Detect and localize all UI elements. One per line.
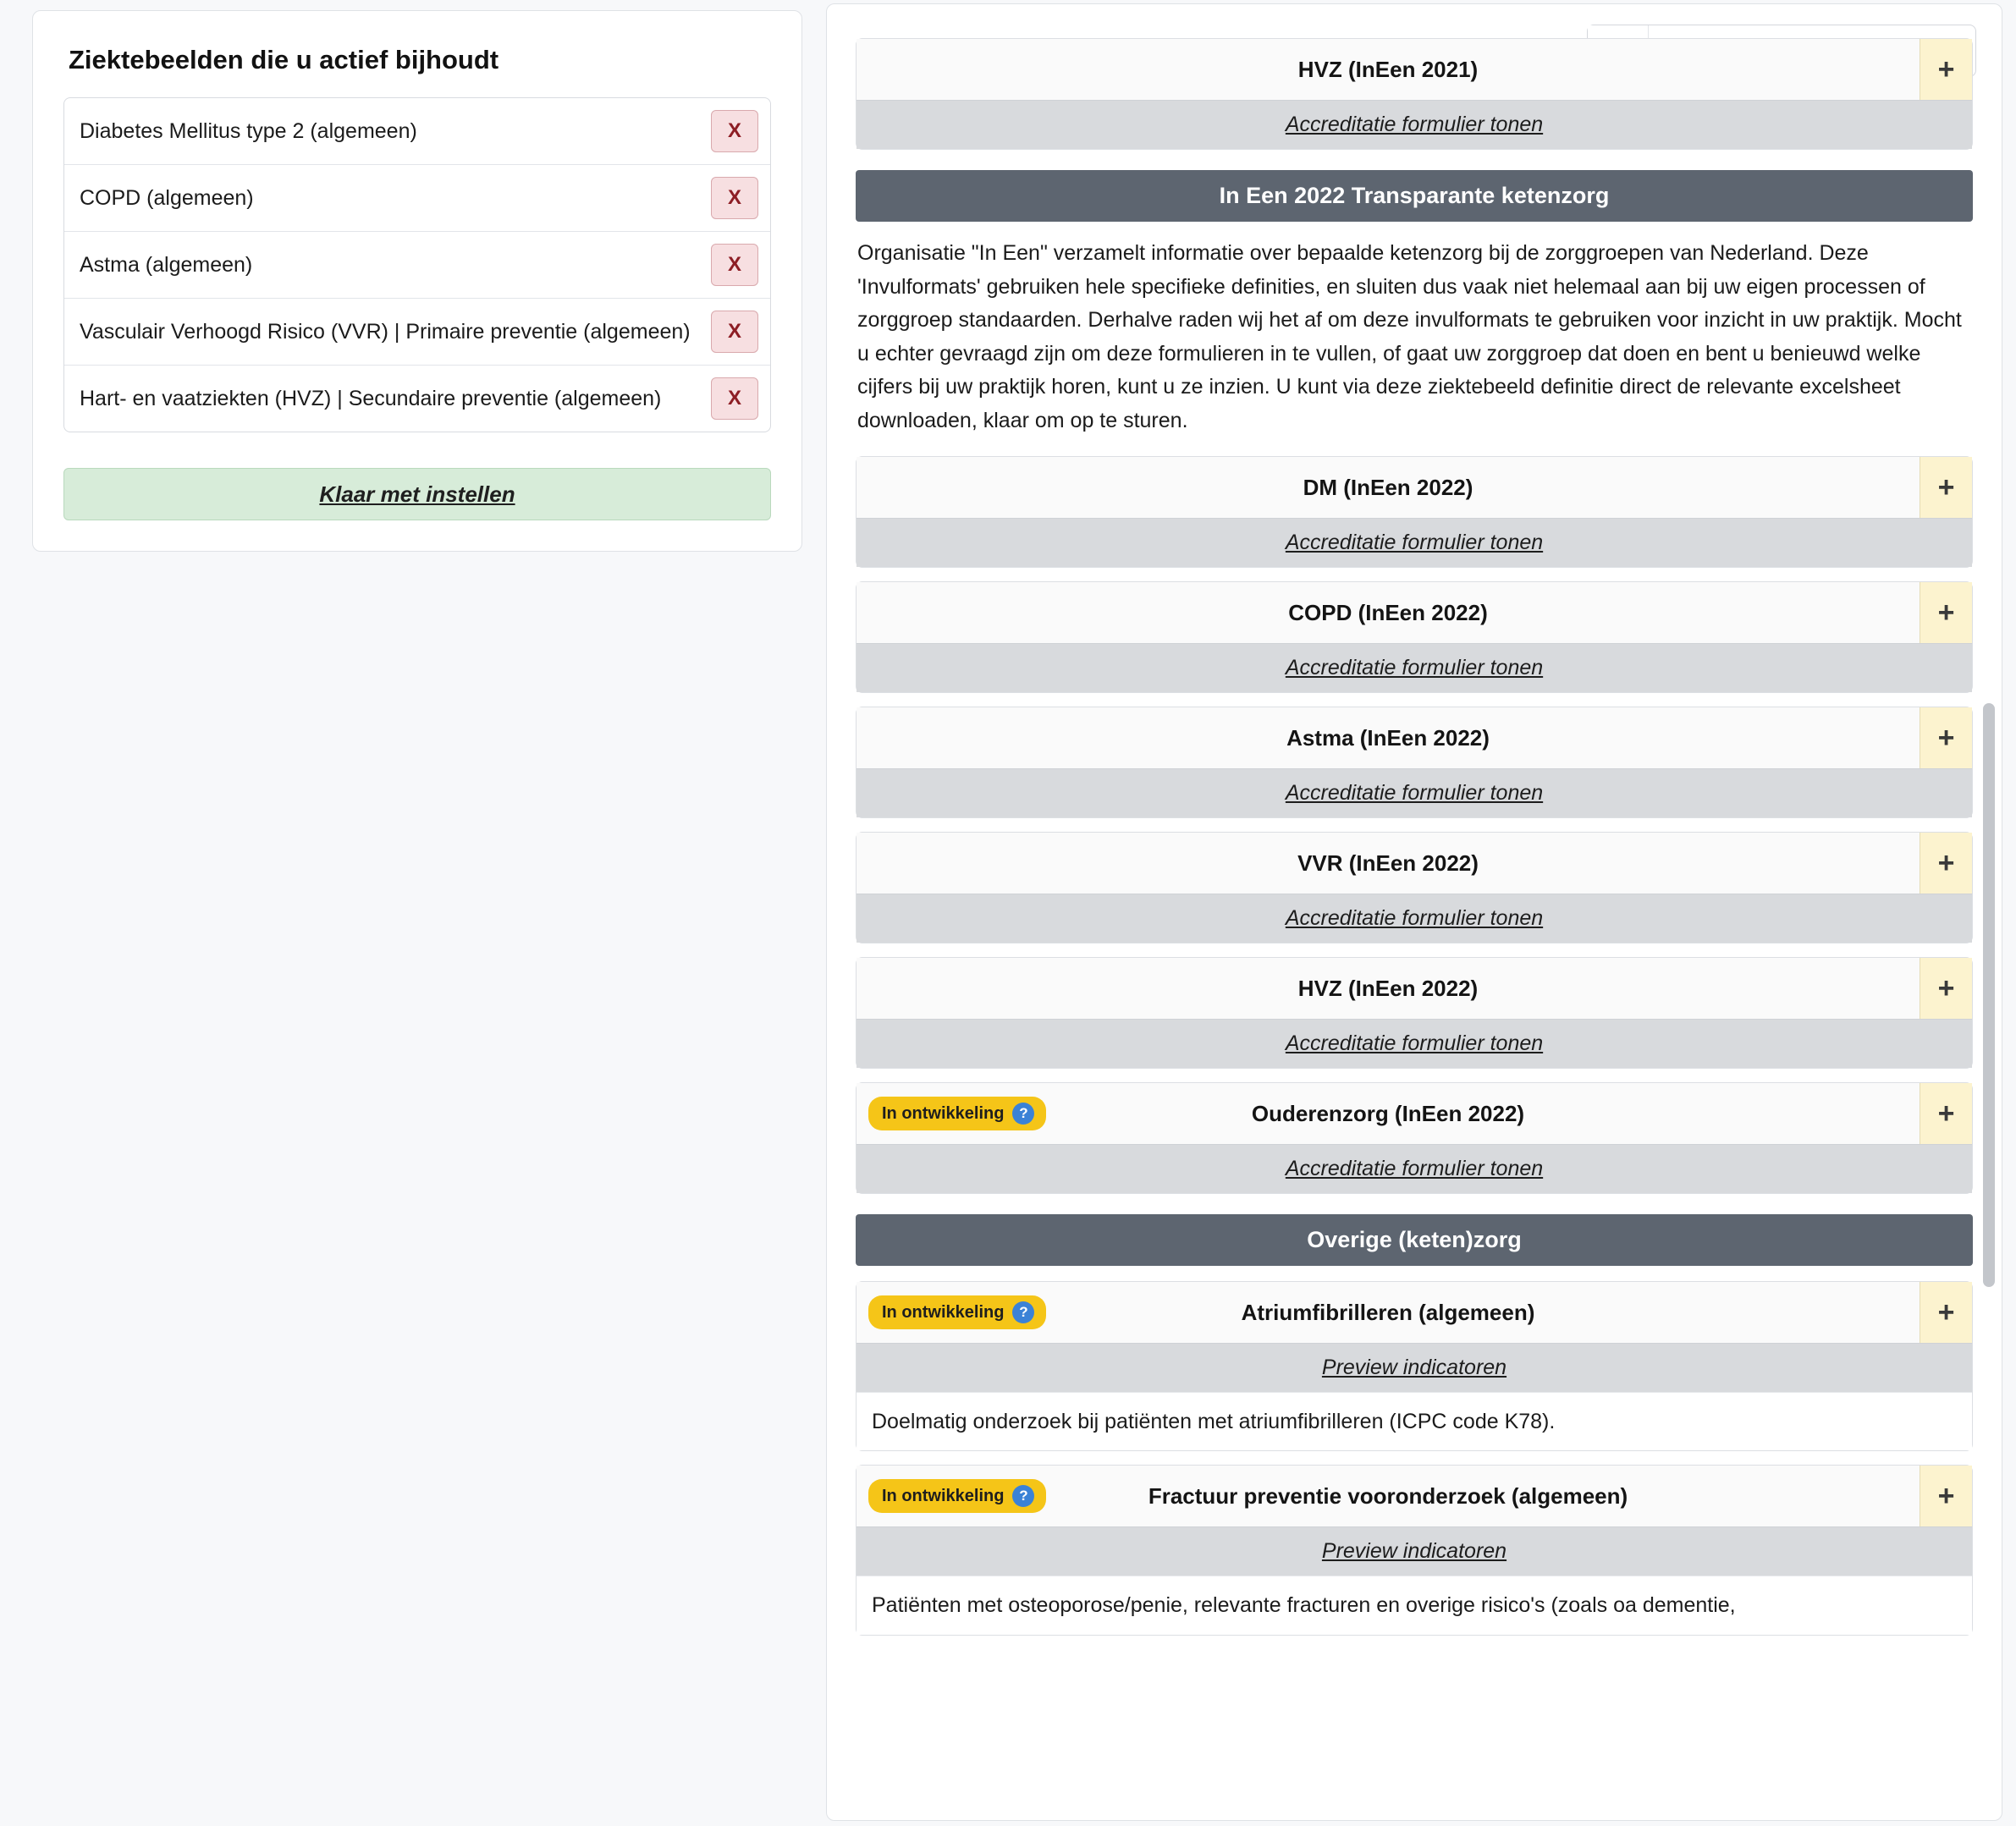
list-item[interactable] xyxy=(64,232,770,299)
status-badge xyxy=(868,1097,1046,1130)
disease-card-title-wrap xyxy=(857,1466,1920,1526)
disease-card-header xyxy=(857,707,1972,768)
disease-card xyxy=(856,1465,1973,1635)
scrollbar-track[interactable] xyxy=(1983,85,1995,1812)
section-intro-text: Organisatie "In Een" verzamelt informatie over bepaalde ketenzorg bij de zorggroepen van Nederland. Deze 'Invulformats' gebruiken hele specifieke definities, en sluiten dus vaak niet helemaal aan bij uw eigen processen of zorggroep standaarden. Derhalve raden wij het af om deze invulformats te gebruiken voor inzicht in uw praktijk. Mocht u echter gevraagd zijn om deze formulieren in te vullen, of gaat uw zorggroep dat doen en bent u benieuwd welke cijfers bij uw praktijk horen, kunt u ze inzien. U kunt via deze ziektebeeld definitie direct de relevante excelsheet downloaden, klaar om op te sturen. xyxy=(857,241,1962,432)
add-disease-button[interactable]: + xyxy=(1920,1083,1972,1144)
list-item-label: COPD (algemeen) xyxy=(80,185,254,210)
active-diseases-list xyxy=(63,97,771,432)
disease-card xyxy=(856,1082,1973,1194)
disease-card xyxy=(856,1281,1973,1451)
done-button[interactable]: Klaar met instellen xyxy=(63,468,771,520)
list-item[interactable] xyxy=(64,299,770,366)
disease-card-header xyxy=(857,582,1972,643)
disease-card-header xyxy=(857,1083,1972,1144)
disease-card-title-wrap xyxy=(857,833,1920,894)
disease-card-description: Patiënten met osteoporose/penie, relevante fracturen en overige risico's (zoals oa dementie, xyxy=(857,1576,1972,1634)
remove-button[interactable]: X xyxy=(711,311,758,353)
add-disease-button[interactable]: + xyxy=(1920,833,1972,894)
disease-card-header xyxy=(857,1282,1972,1343)
disease-card-title-wrap xyxy=(857,707,1920,768)
status-badge-label: In ontwikkeling xyxy=(882,1302,1005,1322)
disease-card xyxy=(856,832,1973,943)
accreditation-form-link[interactable]: Accreditatie formulier tonen xyxy=(857,1019,1972,1068)
section-header-ineen-2022: In Een 2022 Transparante ketenzorg xyxy=(856,170,1973,222)
disease-card-header xyxy=(857,457,1972,518)
disease-card-title-wrap xyxy=(857,958,1920,1019)
disease-card-title-wrap xyxy=(857,457,1920,518)
active-diseases-panel xyxy=(32,10,802,552)
list-item[interactable] xyxy=(64,98,770,165)
accreditation-form-link[interactable]: Accreditatie formulier tonen xyxy=(857,518,1972,567)
disease-card-header xyxy=(857,1466,1972,1526)
disease-card-title: Ouderenzorg (InEen 2022) xyxy=(1251,1100,1525,1126)
disease-card-title-wrap xyxy=(857,582,1920,643)
available-diseases-scroll-area xyxy=(827,52,2002,1820)
status-badge-label: In ontwikkeling xyxy=(882,1103,1005,1123)
disease-card-title: Atriumfibrilleren (algemeen) xyxy=(1241,1299,1535,1325)
page-title: Ziektebeelden die u actief bijhoudt xyxy=(69,45,499,74)
add-disease-button[interactable]: + xyxy=(1920,707,1972,768)
help-icon[interactable]: ? xyxy=(1012,1103,1034,1125)
preview-indicators-link[interactable]: Preview indicatoren xyxy=(857,1526,1972,1576)
accreditation-form-link[interactable]: Accreditatie formulier tonen xyxy=(857,1144,1972,1193)
list-item-label: Diabetes Mellitus type 2 (algemeen) xyxy=(80,118,417,143)
add-disease-button[interactable]: + xyxy=(1920,582,1972,643)
add-disease-button[interactable]: + xyxy=(1920,1282,1972,1343)
disease-card-title: DM (InEen 2022) xyxy=(1303,474,1473,500)
section-header-overige-ketenzorg: Overige (keten)zorg xyxy=(856,1214,1973,1266)
list-item-label: Astma (algemeen) xyxy=(80,252,253,277)
disease-card-title: HVZ (InEen 2022) xyxy=(1297,975,1479,1001)
disease-card xyxy=(856,957,1973,1069)
disease-card xyxy=(856,707,1973,818)
add-disease-button[interactable]: + xyxy=(1920,1466,1972,1526)
disease-card-header xyxy=(857,833,1972,894)
status-badge-label: In ontwikkeling xyxy=(882,1486,1005,1505)
remove-button[interactable]: X xyxy=(711,110,758,152)
disease-card-description: Doelmatig onderzoek bij patiënten met atriumfibrilleren (ICPC code K78). xyxy=(857,1392,1972,1450)
disease-card-title: Fractuur preventie vooronderzoek (algemeen) xyxy=(1148,1482,1628,1509)
available-diseases-panel xyxy=(826,3,2002,1821)
disease-card-title-wrap xyxy=(857,39,1920,100)
accreditation-form-link[interactable]: Accreditatie formulier tonen xyxy=(857,100,1972,149)
remove-button[interactable]: X xyxy=(711,177,758,219)
status-badge xyxy=(868,1479,1046,1513)
accreditation-form-link[interactable]: Accreditatie formulier tonen xyxy=(857,894,1972,943)
disease-card-title: VVR (InEen 2022) xyxy=(1297,850,1479,876)
disease-card-title: Astma (InEen 2022) xyxy=(1286,724,1490,751)
list-item-label: Hart- en vaatziekten (HVZ) | Secundaire preventie (algemeen) xyxy=(80,386,662,410)
add-disease-button[interactable]: + xyxy=(1920,39,1972,100)
list-item[interactable] xyxy=(64,165,770,232)
remove-button[interactable]: X xyxy=(711,244,758,286)
remove-button[interactable]: X xyxy=(711,377,758,420)
disease-card xyxy=(856,581,1973,693)
help-icon[interactable]: ? xyxy=(1012,1301,1034,1323)
disease-card xyxy=(856,456,1973,568)
disease-card-header xyxy=(857,958,1972,1019)
preview-indicators-link[interactable]: Preview indicatoren xyxy=(857,1343,1972,1392)
disease-card-title: COPD (InEen 2022) xyxy=(1288,599,1488,625)
accreditation-form-link[interactable]: Accreditatie formulier tonen xyxy=(857,768,1972,817)
disease-card-title-wrap xyxy=(857,1083,1920,1144)
list-item[interactable] xyxy=(64,366,770,432)
status-badge xyxy=(868,1295,1046,1329)
add-disease-button[interactable]: + xyxy=(1920,958,1972,1019)
accreditation-form-link[interactable]: Accreditatie formulier tonen xyxy=(857,643,1972,692)
add-disease-button[interactable]: + xyxy=(1920,457,1972,518)
disease-card-title-wrap xyxy=(857,1282,1920,1343)
disease-card xyxy=(856,38,1973,150)
help-icon[interactable]: ? xyxy=(1012,1485,1034,1507)
disease-card-header xyxy=(857,39,1972,100)
scrollbar-thumb[interactable] xyxy=(1983,703,1995,1287)
list-item-label: Vasculair Verhoogd Risico (VVR) | Primaire preventie (algemeen) xyxy=(80,319,691,344)
disease-card-title: HVZ (InEen 2021) xyxy=(1297,56,1479,82)
